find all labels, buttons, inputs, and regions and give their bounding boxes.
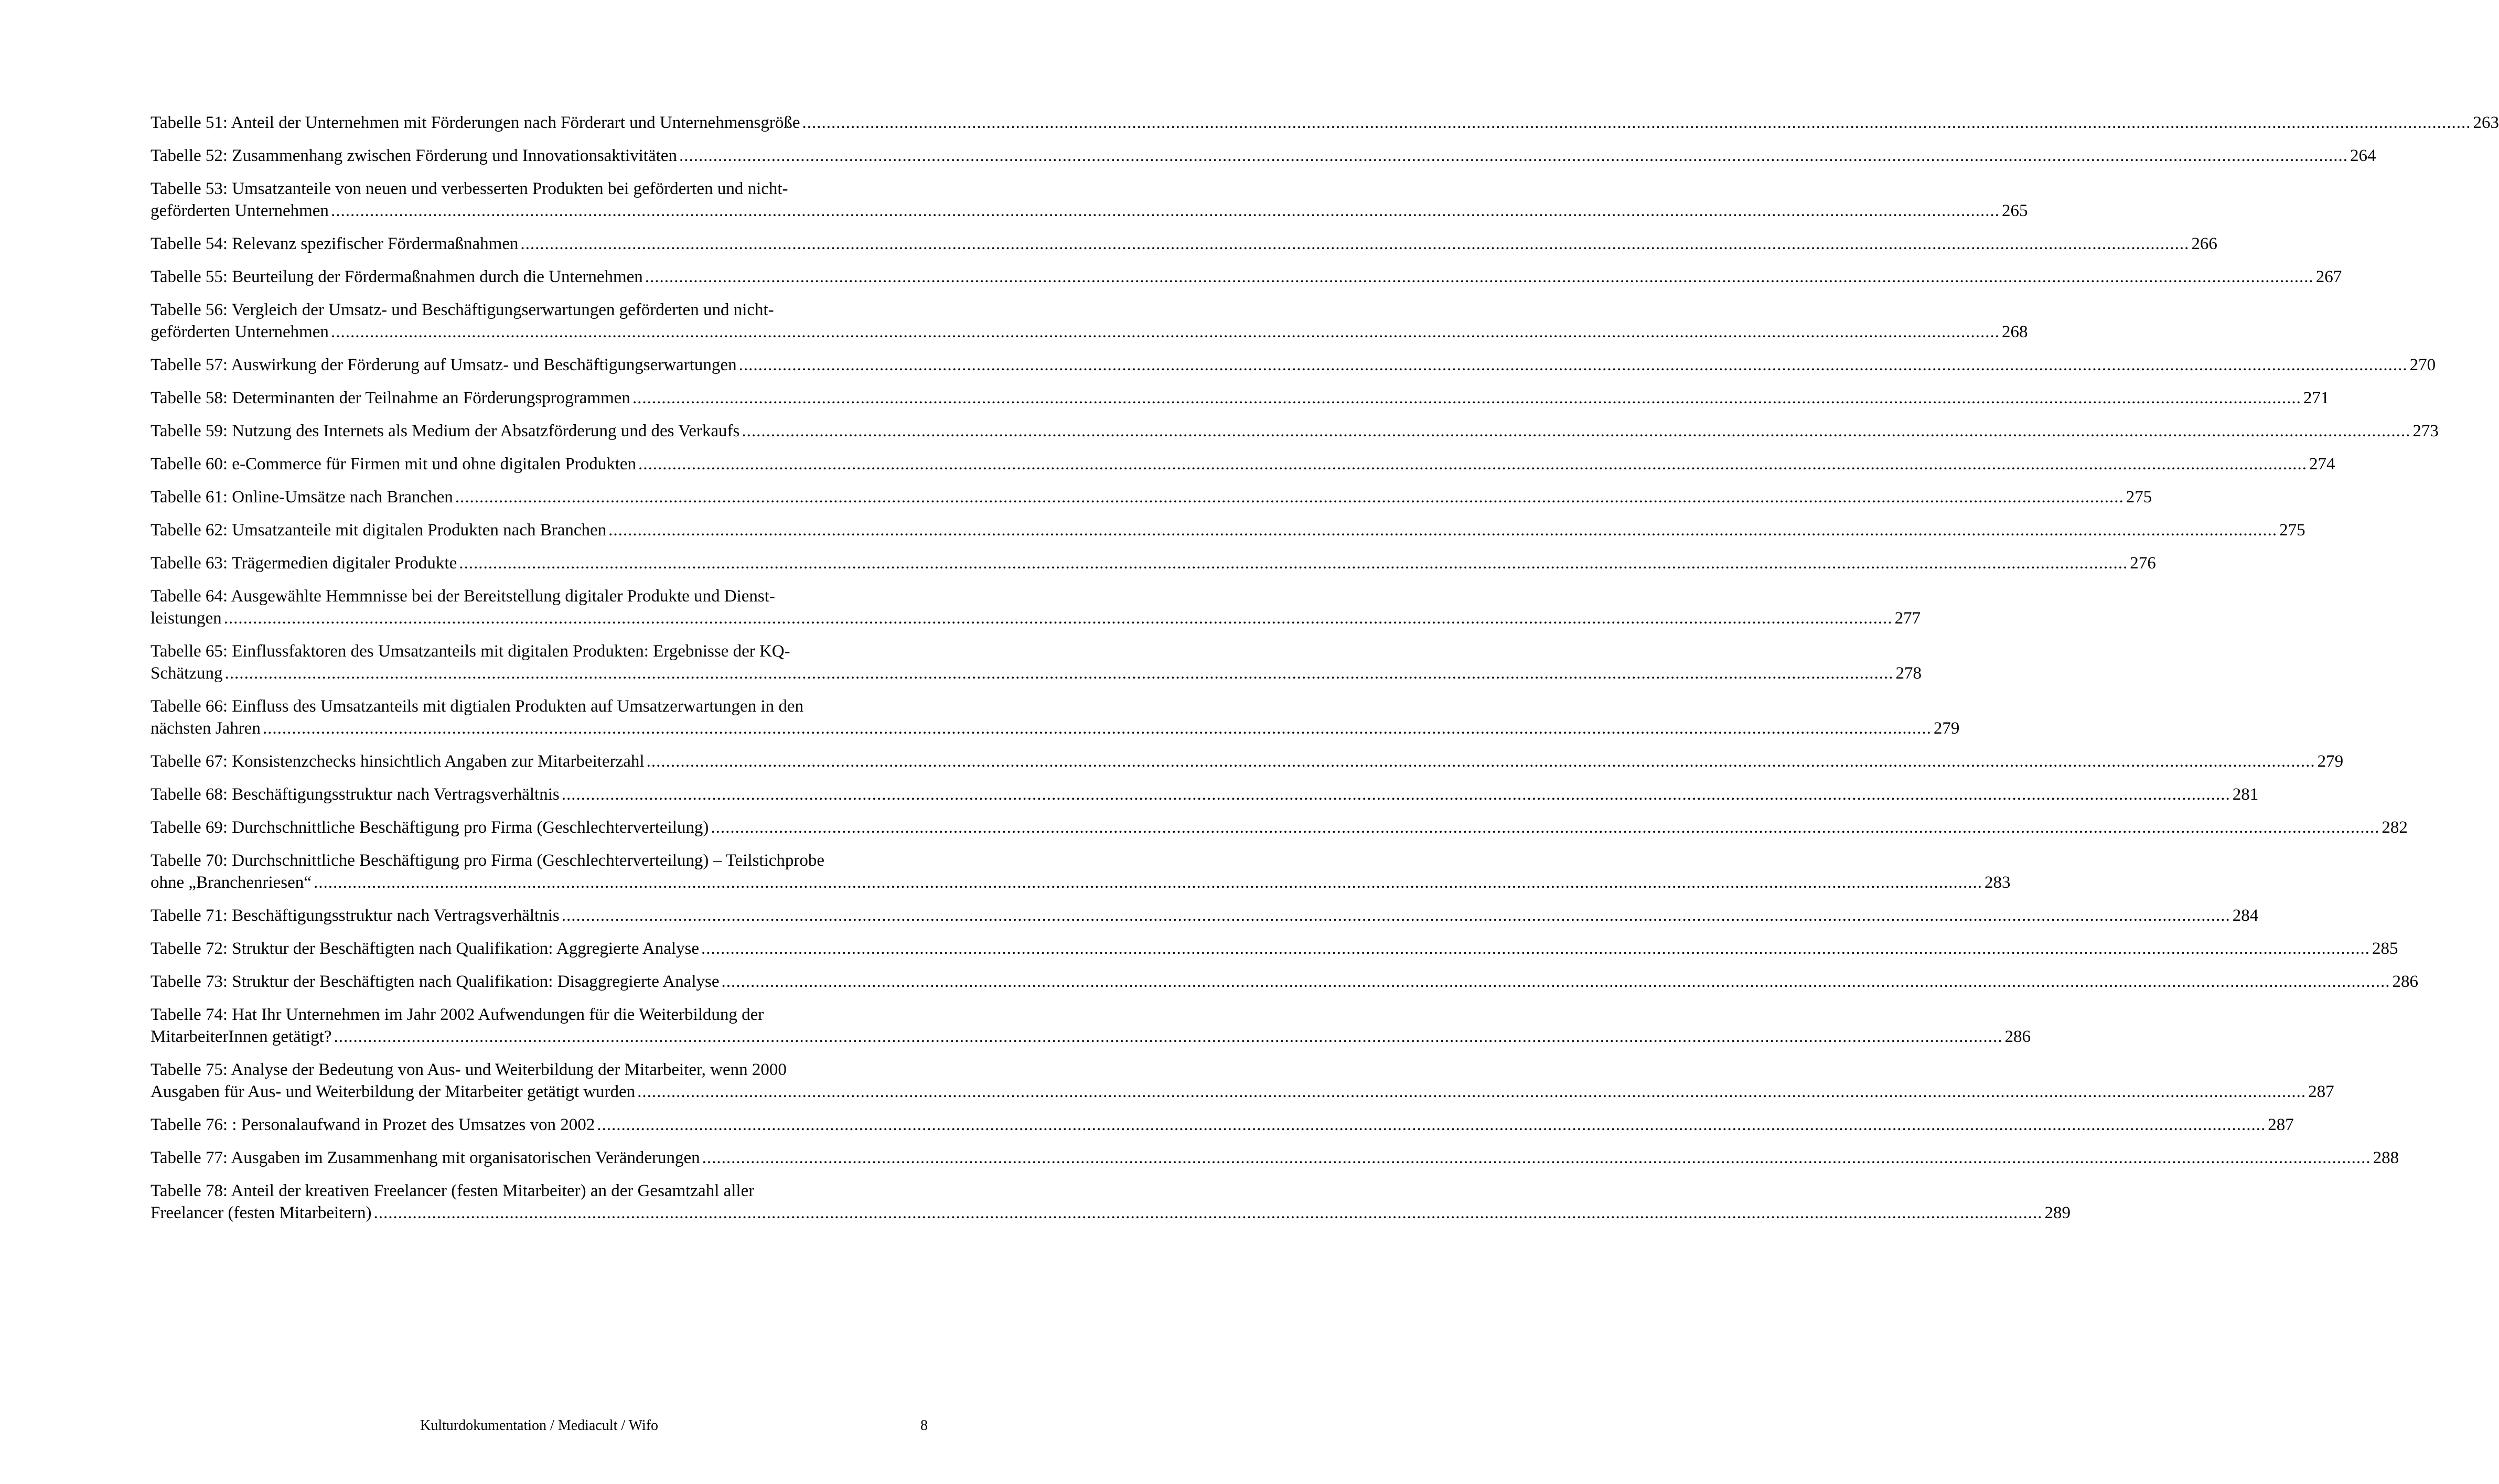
toc-entry-text: Tabelle 76: : Personalaufwand in Prozet des Umsatzes von 2002: [151, 1115, 595, 1134]
toc-entry[interactable]: [151, 849, 2011, 894]
toc-page-number: 287: [2268, 1115, 2294, 1134]
toc-entry-text: Tabelle 71: Beschäftigungsstruktur nach Vertragsverhältnis: [151, 906, 560, 925]
toc-entry-line: [151, 200, 2028, 222]
toc-page-number: 289: [2044, 1203, 2071, 1222]
toc-page-number: 267: [2315, 267, 2342, 286]
toc-entry-text: Tabelle 78: Anteil der kreativen Freelancer (festen Mitarbeiter) an der Gesamtzahl aller: [151, 1181, 755, 1200]
toc-entry-text: Tabelle 68: Beschäftigungsstruktur nach Vertragsverhältnis: [151, 785, 560, 804]
toc-entry-text: Tabelle 75: Analyse der Bedeutung von Aus- und Weiterbildung der Mitarbeiter, wenn 2000: [151, 1060, 787, 1079]
toc-entry-line: [151, 662, 1922, 684]
dot-leader: [455, 486, 2124, 508]
toc-entry[interactable]: [151, 750, 2344, 772]
toc-page-number: 286: [2392, 972, 2419, 991]
dot-leader: [638, 453, 2307, 475]
toc-page-number: 282: [2382, 818, 2408, 837]
toc-entry[interactable]: [151, 640, 1922, 684]
toc-page-number: 271: [2303, 389, 2330, 407]
toc-entry[interactable]: [151, 519, 2305, 541]
dot-leader: [742, 420, 2410, 442]
table-of-tables: [151, 112, 2499, 1235]
toc-entry-text: Tabelle 53: Umsatzanteile von neuen und verbesserten Produkten bei geförderten und nicht-: [151, 179, 788, 198]
toc-entry-text: ohne „Branchenriesen“: [151, 873, 312, 892]
dot-leader: [224, 662, 1893, 684]
toc-entry-text: Tabelle 54: Relevanz spezifischer Fördermaßnahmen: [151, 234, 519, 253]
toc-entry-text: Tabelle 63: Trägermedien digitaler Produkte: [151, 554, 457, 573]
toc-entry-text: Freelancer (festen Mitarbeitern): [151, 1203, 372, 1222]
toc-entry-line: [151, 1202, 2071, 1224]
dot-leader: [373, 1202, 2042, 1224]
toc-entry-text: Tabelle 66: Einfluss des Umsatzanteils mit digtialen Produkten auf Umsatzerwartungen in den: [151, 697, 803, 716]
dot-leader: [314, 872, 1982, 894]
dot-leader: [331, 321, 2000, 343]
toc-entry[interactable]: [151, 453, 2335, 475]
toc-entry-text: Tabelle 67: Konsistenzchecks hinsichtlich Angaben zur Mitarbeiterzahl: [151, 752, 645, 771]
toc-page-number: 275: [2279, 521, 2305, 540]
toc-entry-line: [151, 321, 2028, 343]
toc-entry-text: Tabelle 55: Beurteilung der Fördermaßnahmen durch die Unternehmen: [151, 267, 643, 286]
toc-entry-text: Tabelle 52: Zusammenhang zwischen Förderung und Innovationsaktivitäten: [151, 146, 677, 165]
toc-page-number: 264: [2350, 146, 2376, 165]
toc-entry-line: [151, 486, 2152, 508]
toc-entry-text: Tabelle 58: Determinanten der Teilnahme an Förderungsprogrammen: [151, 389, 630, 407]
toc-entry-line: [151, 1081, 2334, 1103]
dot-leader: [632, 387, 2301, 409]
toc-entry-text: Tabelle 69: Durchschnittliche Beschäftigung pro Firma (Geschlechterverteilung): [151, 818, 709, 837]
toc-entry[interactable]: [151, 420, 2439, 442]
toc-entry-text: Tabelle 77: Ausgaben im Zusammenhang mit organisatorischen Veränderungen: [151, 1148, 700, 1167]
toc-entry[interactable]: [151, 178, 2028, 222]
dot-leader: [711, 816, 2379, 838]
toc-entry-line: [151, 905, 2259, 927]
toc-page-number: 277: [1894, 609, 1921, 628]
toc-entry-text: Tabelle 51: Anteil der Unternehmen mit Förderungen nach Förderart und Unternehmensgröße: [151, 113, 800, 132]
toc-entry-text: nächsten Jahren: [151, 719, 261, 738]
dot-leader: [722, 971, 2390, 993]
toc-page-number: 287: [2308, 1082, 2334, 1101]
toc-entry[interactable]: [151, 1114, 2294, 1136]
dot-leader: [647, 750, 2315, 772]
toc-entry-line: [151, 1026, 2031, 1048]
toc-entry-line: [151, 750, 2344, 772]
toc-entry-text: leistungen: [151, 609, 222, 628]
toc-entry-line: [151, 783, 2259, 805]
dot-leader: [645, 266, 2314, 288]
toc-page-number: 265: [2001, 201, 2028, 220]
toc-entry-text: Tabelle 70: Durchschnittliche Beschäftigung pro Firma (Geschlechterverteilung) – Teilstichprobe: [151, 851, 825, 870]
toc-entry-line: [151, 354, 2436, 376]
toc-entry[interactable]: [151, 1180, 2071, 1224]
toc-page-number: 285: [2372, 939, 2398, 958]
toc-entry-text: Tabelle 57: Auswirkung der Förderung auf Umsatz- und Beschäftigungserwartungen: [151, 356, 737, 374]
dot-leader: [679, 145, 2348, 167]
dot-leader: [263, 717, 1932, 739]
toc-entry-line: [151, 112, 2499, 134]
dot-leader: [608, 519, 2277, 541]
toc-entry-text: Tabelle 74: Hat Ihr Unternehmen im Jahr 2002 Aufwendungen für die Weiterbildung der: [151, 1005, 764, 1024]
toc-entry[interactable]: [151, 299, 2028, 343]
footer-text: Kulturdokumentation / Mediacult / Wifo: [420, 1417, 659, 1434]
toc-entry-text: MitarbeiterInnen getätigt?: [151, 1027, 332, 1046]
toc-page-number: 281: [2232, 785, 2259, 804]
toc-entry[interactable]: [151, 387, 2330, 409]
toc-entry-line: [151, 816, 2408, 838]
toc-entry-line: [151, 1147, 2399, 1169]
toc-page-number: 279: [1933, 719, 1960, 738]
dot-leader: [334, 1026, 2002, 1048]
toc-entry[interactable]: [151, 816, 2408, 838]
toc-entry-line: [151, 266, 2342, 288]
toc-entry[interactable]: [151, 486, 2152, 508]
toc-entry-text: Ausgaben für Aus- und Weiterbildung der Mitarbeiter getätigt wurden: [151, 1082, 636, 1101]
toc-page-number: 263: [2473, 113, 2499, 132]
toc-entry-text: Tabelle 61: Online-Umsätze nach Branchen: [151, 488, 453, 507]
dot-leader: [520, 233, 2189, 255]
toc-entry-text: Schätzung: [151, 664, 223, 683]
toc-page-number: 273: [2412, 422, 2439, 440]
dot-leader: [637, 1081, 2306, 1103]
dot-leader: [802, 112, 2471, 134]
toc-entry-line: [151, 453, 2335, 475]
toc-page-number: 274: [2309, 455, 2335, 474]
toc-entry-line: [151, 717, 1960, 739]
toc-entry-line: [151, 1114, 2294, 1136]
toc-entry-line: [151, 420, 2439, 442]
toc-entry[interactable]: [151, 145, 2376, 167]
dot-leader: [739, 354, 2408, 376]
toc-page-number: 270: [2409, 356, 2436, 374]
toc-entry-text: Tabelle 72: Struktur der Beschäftigten nach Qualifikation: Aggregierte Analyse: [151, 939, 700, 958]
toc-entry[interactable]: [151, 112, 2499, 134]
dot-leader: [224, 607, 1893, 629]
toc-entry-text: Tabelle 65: Einflussfaktoren des Umsatzanteils mit digitalen Produkten: Ergebnisse der KQ-: [151, 642, 790, 661]
toc-entry-text: geförderten Unternehmen: [151, 322, 329, 341]
toc-entry[interactable]: [151, 266, 2342, 288]
toc-page-number: 286: [2004, 1027, 2031, 1046]
toc-entry-text: Tabelle 60: e-Commerce für Firmen mit und ohne digitalen Produkten: [151, 455, 637, 474]
toc-page-number: 279: [2317, 752, 2344, 771]
toc-entry-line: [151, 971, 2419, 993]
toc-entry[interactable]: [151, 695, 1960, 739]
toc-entry-line: [151, 387, 2330, 409]
footer-page-number: 8: [920, 1417, 928, 1434]
dot-leader: [701, 938, 2370, 960]
toc-entry[interactable]: [151, 1147, 2399, 1169]
toc-page-number: 288: [2373, 1148, 2399, 1167]
toc-entry[interactable]: [151, 783, 2259, 805]
toc-entry-text: geförderten Unternehmen: [151, 201, 329, 220]
dot-leader: [331, 200, 2000, 222]
toc-entry-text: Tabelle 56: Vergleich der Umsatz- und Beschäftigungserwartungen geförderten und nicht-: [151, 300, 774, 319]
toc-entry[interactable]: [151, 1004, 2031, 1048]
toc-entry-line: [151, 145, 2376, 167]
toc-entry[interactable]: [151, 585, 1921, 629]
dot-leader: [597, 1114, 2266, 1136]
toc-entry[interactable]: [151, 1059, 2334, 1103]
toc-page-number: 275: [2126, 488, 2152, 507]
toc-page-number: 268: [2001, 322, 2028, 341]
toc-page-number: 284: [2232, 906, 2259, 925]
toc-page-number: 266: [2191, 234, 2217, 253]
dot-leader: [562, 905, 2230, 927]
toc-entry[interactable]: [151, 233, 2217, 255]
toc-entry[interactable]: [151, 905, 2259, 927]
toc-entry-line: [151, 607, 1921, 629]
dot-leader: [562, 783, 2230, 805]
toc-entry[interactable]: [151, 971, 2419, 993]
dot-leader: [702, 1147, 2371, 1169]
dot-leader: [459, 552, 2128, 574]
toc-entry-line: [151, 552, 2156, 574]
toc-entry[interactable]: [151, 938, 2398, 960]
toc-entry-text: Tabelle 59: Nutzung des Internets als Medium der Absatzförderung und des Verkaufs: [151, 422, 740, 440]
toc-entry[interactable]: [151, 552, 2156, 574]
toc-entry-text: Tabelle 64: Ausgewählte Hemmnisse bei der Bereitstellung digitaler Produkte und Dienst-: [151, 587, 775, 606]
toc-page-number: 283: [1984, 873, 2011, 892]
toc-page-number: 276: [2130, 554, 2156, 573]
toc-entry-line: [151, 233, 2217, 255]
toc-entry-text: Tabelle 62: Umsatzanteile mit digitalen Produkten nach Branchen: [151, 521, 607, 540]
toc-entry-text: Tabelle 73: Struktur der Beschäftigten nach Qualifikation: Disaggregierte Analyse: [151, 972, 720, 991]
toc-page-number: 278: [1895, 664, 1922, 683]
toc-entry[interactable]: [151, 354, 2436, 376]
toc-entry-line: [151, 872, 2011, 894]
toc-entry-line: [151, 519, 2305, 541]
toc-entry-line: [151, 938, 2398, 960]
